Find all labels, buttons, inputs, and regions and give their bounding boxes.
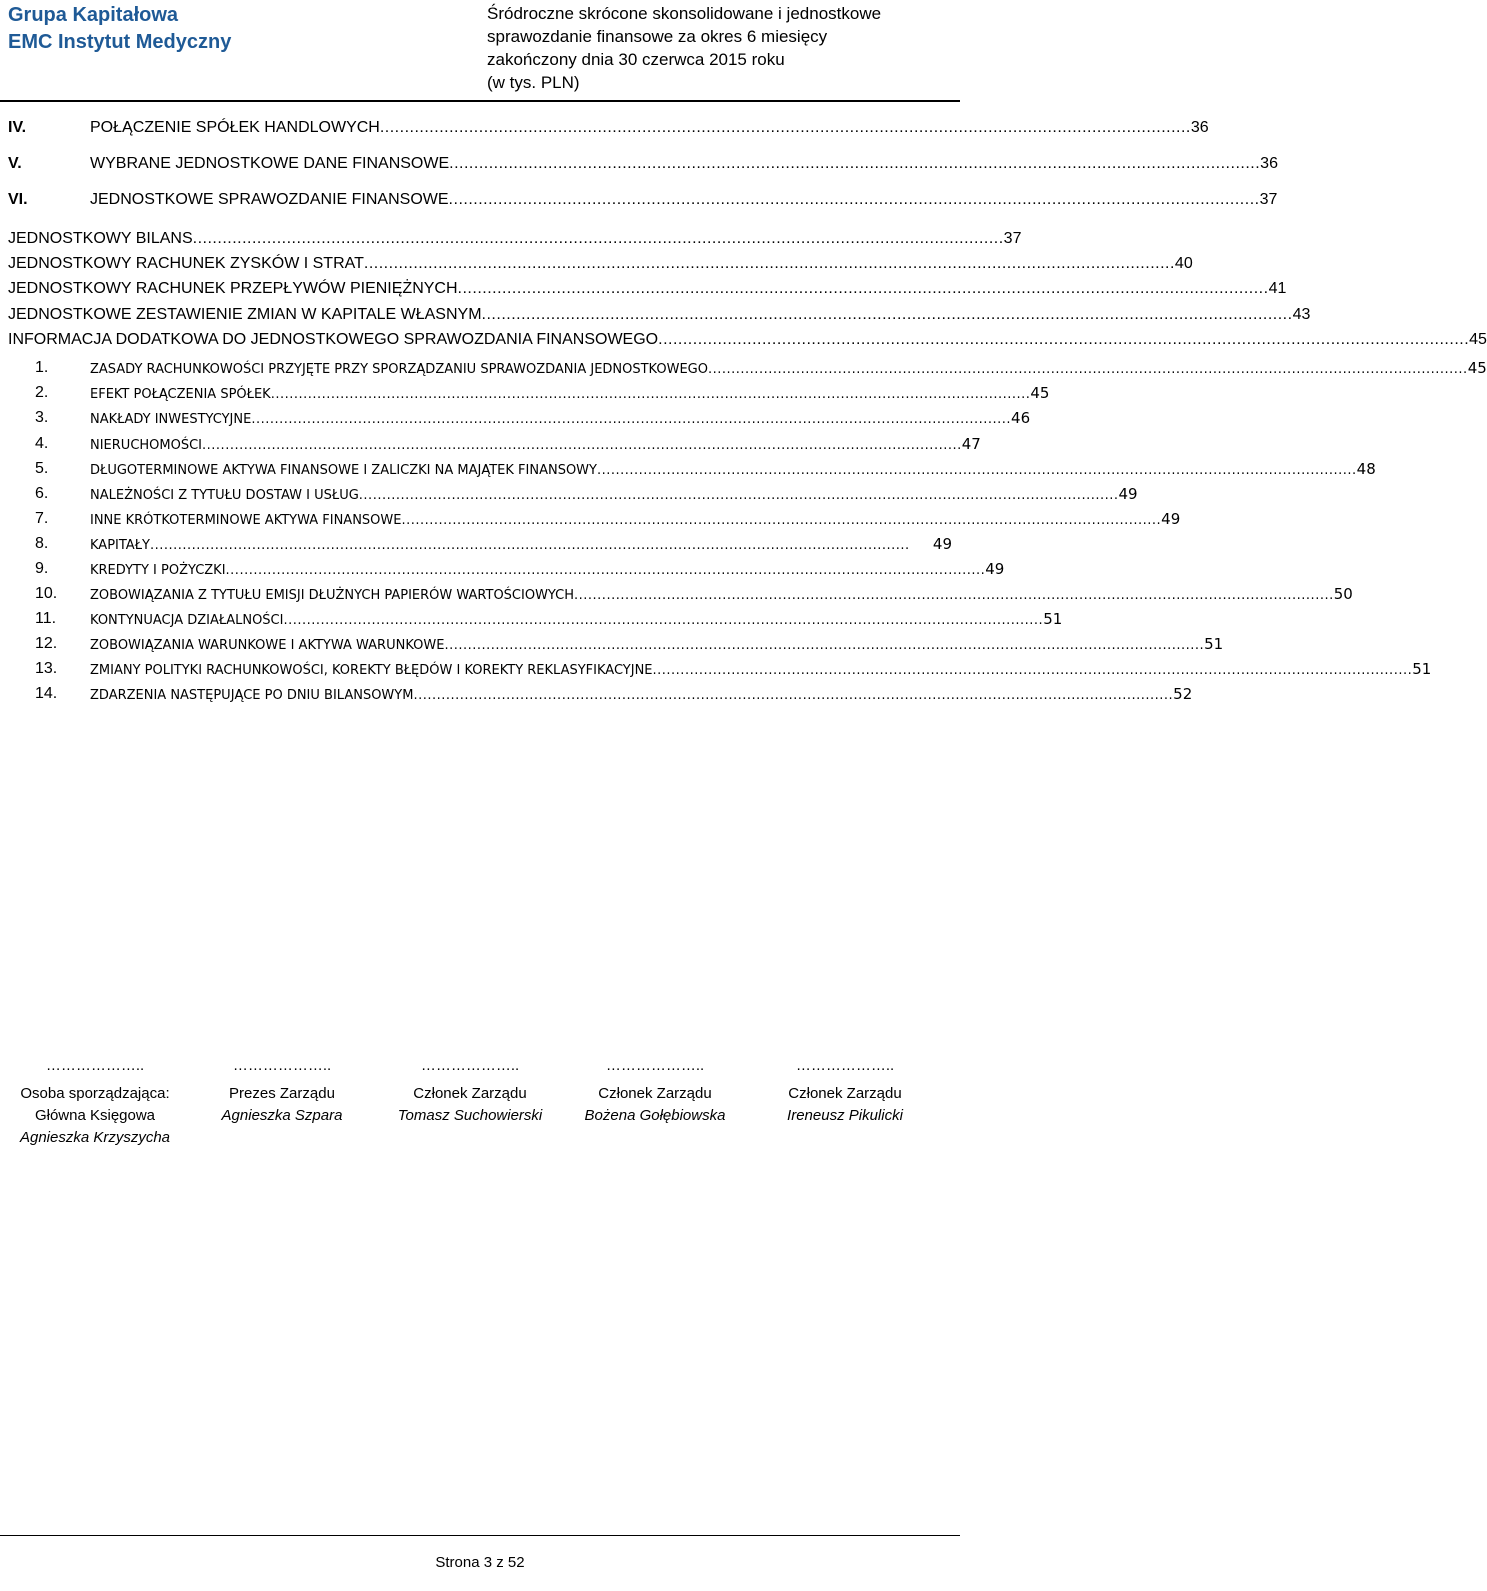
report-title <box>487 2 881 94</box>
toc-leader: .................................................................................................................................................................... <box>652 663 1413 678</box>
toc-entry-title: DŁUGOTERMINOWE AKTYWA FINANSOWE I ZALICZKI NA MAJĄTEK FINANSOWY <box>90 463 597 478</box>
toc-entry-title: KONTYNUACJA DZIAŁALNOŚCI <box>90 613 284 628</box>
toc-leader: .................................................................................................................................................................... <box>413 688 1174 703</box>
signature-line: ……………….. <box>45 1057 145 1074</box>
toc-entry-number: 12. <box>35 635 58 652</box>
toc-entry-number: V. <box>8 155 22 172</box>
header-divider <box>0 100 960 102</box>
report-line-1: Śródroczne skrócone skonsolidowane i jednostkowe <box>487 4 882 23</box>
toc-entry-title: JEDNOSTKOWY RACHUNEK ZYSKÓW I STRAT <box>8 255 364 272</box>
toc-entry-number: 9. <box>35 560 49 577</box>
toc-entry[interactable] <box>0 306 1311 330</box>
footer-divider <box>0 1535 960 1536</box>
signature-name: Tomasz Suchowierski <box>397 1107 543 1124</box>
toc-entry-title: JEDNOSTKOWE ZESTAWIENIE ZMIAN W KAPITALE WŁASNYM <box>8 306 482 323</box>
toc-entry-page: 47 <box>961 435 981 453</box>
toc-entry-number: IV. <box>8 119 27 136</box>
page-header <box>0 0 960 100</box>
toc-entry[interactable] <box>0 460 1376 484</box>
page-number: Strona 3 z 52 <box>435 1554 525 1571</box>
toc-entry-title: ZOBOWIĄZANIA WARUNKOWE I AKTYWA WARUNKOWE <box>90 638 445 653</box>
toc-entry-title: KREDYTY I POŻYCZKI <box>90 563 226 578</box>
signature-block <box>187 1055 377 1127</box>
toc-leader: .................................................................................................................................................................... <box>596 463 1357 478</box>
toc-leader: .................................................................................................................................................................... <box>449 155 1261 172</box>
toc-entry-number: 7. <box>35 510 49 527</box>
toc-leader: .................................................................................................................................................................... <box>202 438 962 453</box>
toc-entry-number: 10. <box>35 585 58 602</box>
toc-entry[interactable] <box>0 685 1193 709</box>
toc-entry-number: 13. <box>35 660 58 677</box>
toc-leader: .................................................................................................................................................................... <box>192 230 1004 247</box>
toc-leader: .................................................................................................................................................................... <box>379 119 1191 136</box>
toc-entry[interactable] <box>0 610 1063 634</box>
toc-entry-number: 14. <box>35 685 58 702</box>
signature-position: Główna Księgowa <box>34 1107 156 1124</box>
toc-entry-number: 11. <box>35 610 57 627</box>
toc-entry-page: 41 <box>1268 280 1287 297</box>
toc-entry[interactable] <box>0 560 1005 584</box>
signature-role: Członek Zarządu <box>413 1085 527 1102</box>
toc-entry-title: WYBRANE JEDNOSTKOWE DANE FINANSOWE <box>90 155 450 172</box>
toc-leader: .................................................................................................................................................................... <box>658 331 1470 348</box>
toc-leader: .................................................................................................................................................................... <box>401 513 1162 528</box>
toc-entry-title: NALEŻNOŚCI Z TYTUŁU DOSTAW I USŁUG <box>90 488 359 503</box>
toc-entry-page: 43 <box>1292 306 1311 323</box>
toc-entry[interactable] <box>0 155 1278 179</box>
toc-leader: .................................................................................................................................................................... <box>270 387 1031 402</box>
signature-line: ……………….. <box>232 1057 332 1074</box>
toc-leader: .................................................................................................................................................................... <box>707 362 1468 377</box>
toc-entry[interactable] <box>0 660 1432 684</box>
toc-entry-number: 3. <box>35 409 49 426</box>
signature-line: ……………….. <box>795 1057 895 1074</box>
toc-entry-page: 51 <box>1412 660 1432 678</box>
toc-leader: .................................................................................................................................................................... <box>444 638 1205 653</box>
toc-leader: .................................................................................................................................................................... <box>448 191 1260 208</box>
toc-entry[interactable] <box>0 409 1031 433</box>
signature-role: Prezes Zarządu <box>229 1085 335 1102</box>
report-line-2: sprawozdanie finansowe za okres 6 miesięcy <box>487 27 828 46</box>
toc-entry-number: 2. <box>35 384 49 401</box>
toc-leader: .................................................................................................................................................................... <box>251 412 1012 427</box>
toc-entry-title: JEDNOSTKOWY RACHUNEK PRZEPŁYWÓW PIENIĘŻNYCH <box>8 280 458 297</box>
signature-block <box>750 1055 940 1127</box>
toc-entry-title: POŁĄCZENIE SPÓŁEK HANDLOWYCH <box>90 119 380 136</box>
toc-entry-title: EFEKT POŁĄCZENIA SPÓŁEK <box>90 387 271 402</box>
toc-entry[interactable] <box>0 191 1278 215</box>
toc-leader: .................................................................................................................................................................... <box>225 563 986 578</box>
company-line-1: Grupa Kapitałowa <box>8 4 179 26</box>
company-line-2: EMC Instytut Medyczny <box>8 31 232 53</box>
signature-role: Osoba sporządzająca: <box>20 1085 170 1102</box>
toc-entry[interactable] <box>0 535 960 559</box>
toc-entry-number: 8. <box>35 535 49 552</box>
signature-block <box>375 1055 565 1127</box>
toc-entry-page: 48 <box>1356 460 1376 478</box>
toc-entry-page: 52 <box>1173 685 1193 703</box>
toc-entry[interactable] <box>0 255 1193 279</box>
toc-entry-number: VI. <box>8 191 28 208</box>
toc-entry-title: ZDARZENIA NASTĘPUJĄCE PO DNIU BILANSOWYM <box>90 688 414 703</box>
toc-entry[interactable] <box>0 635 1224 659</box>
report-line-4: (w tys. PLN) <box>487 73 580 92</box>
toc-leader: .................................................................................................................................................................... <box>574 588 1334 603</box>
toc-entry[interactable] <box>0 359 1487 383</box>
toc-entry-page: 45 <box>1469 331 1487 348</box>
toc-entry-title: NAKŁADY INWESTYCYJNE <box>90 412 252 427</box>
toc-entry[interactable] <box>0 119 1209 143</box>
toc-leader: .................................................................................................................................................................... <box>457 280 1269 297</box>
signature-name: Agnieszka Szpara <box>221 1107 343 1124</box>
signature-role: Członek Zarządu <box>598 1085 712 1102</box>
toc-entry[interactable] <box>0 485 1138 509</box>
toc-entry-page: 49 <box>985 560 1005 578</box>
toc-entry-page: 49 <box>932 535 952 553</box>
toc-entry[interactable] <box>0 230 1022 254</box>
toc-entry-page: 45 <box>1467 359 1487 377</box>
signature-line: ……………….. <box>420 1057 520 1074</box>
signature-name: Ireneusz Pikulicki <box>787 1107 903 1124</box>
toc-entry-page: 51 <box>1204 635 1224 653</box>
signature-name: Bożena Gołębiowska <box>584 1107 726 1124</box>
toc-entry-page: 46 <box>1011 409 1031 427</box>
toc-entry[interactable] <box>0 384 1050 408</box>
toc-entry-number: 4. <box>35 435 49 452</box>
toc-entry-page: 37 <box>1003 230 1022 247</box>
toc-leader: .................................................................................................................................................................... <box>363 255 1175 272</box>
signature-block <box>0 1055 190 1149</box>
toc-entry-page: 50 <box>1333 585 1353 603</box>
toc-entry-page: 49 <box>1118 485 1138 503</box>
toc-entry-page: 37 <box>1259 191 1278 208</box>
toc-entry-title: KAPITAŁY <box>90 538 150 553</box>
company-name <box>8 2 231 56</box>
signature-line: ……………….. <box>605 1057 705 1074</box>
toc-entry-page: 36 <box>1190 119 1209 136</box>
toc-entry-number: 5. <box>35 460 49 477</box>
toc-entry-title: ZOBOWIĄZANIA Z TYTUŁU EMISJI DŁUŻNYCH PAPIERÓW WARTOŚCIOWYCH <box>90 588 575 603</box>
toc-leader: .................................................................................................................................................................... <box>481 306 1293 323</box>
toc-entry-title: NIERUCHOMOŚCI <box>90 438 203 453</box>
toc-entry-page: 40 <box>1174 255 1193 272</box>
toc-entry-title: JEDNOSTKOWE SPRAWOZDANIE FINANSOWE <box>90 191 449 208</box>
toc-entry[interactable] <box>0 435 981 459</box>
toc-entry[interactable] <box>0 280 1287 304</box>
toc-entry-page: 49 <box>1161 510 1181 528</box>
toc-entry-number: 6. <box>35 485 49 502</box>
toc-entry-title: ZMIANY POLITYKI RACHUNKOWOŚCI, KOREKTY BŁĘDÓW I KOREKTY REKLASYFIKACYJNE <box>90 663 653 678</box>
toc-entry[interactable] <box>0 331 1487 355</box>
toc-entry-page: 36 <box>1260 155 1278 172</box>
toc-entry-page: 45 <box>1030 384 1050 402</box>
toc-entry-title: ZASADY RACHUNKOWOŚCI PRZYJĘTE PRZY SPORZĄDZANIU SPRAWOZDANIA JEDNOSTKOWEGO <box>90 362 708 377</box>
toc-entry-number: 1. <box>35 359 49 376</box>
toc-leader: .................................................................................................................................................................... <box>358 488 1119 503</box>
toc-leader: .................................................................................................................................................................... <box>283 613 1044 628</box>
toc-entry-title: INFORMACJA DODATKOWA DO JEDNOSTKOWEGO SPRAWOZDANIA FINANSOWEGO <box>8 331 659 348</box>
toc-entry-page: 51 <box>1043 610 1063 628</box>
toc-entry-title: INNE KRÓTKOTERMINOWE AKTYWA FINANSOWE <box>90 513 402 528</box>
toc-leader: .................................................................................................................................................................... <box>149 538 910 553</box>
toc-entry-title: JEDNOSTKOWY BILANS <box>8 230 193 247</box>
signature-block <box>560 1055 750 1127</box>
signature-role: Członek Zarządu <box>788 1085 902 1102</box>
toc-entry[interactable] <box>0 510 1181 534</box>
report-line-3: zakończony dnia 30 czerwca 2015 roku <box>487 50 785 69</box>
toc-entry[interactable] <box>0 585 1353 609</box>
signature-name: Agnieszka Krzyszycha <box>19 1129 171 1146</box>
